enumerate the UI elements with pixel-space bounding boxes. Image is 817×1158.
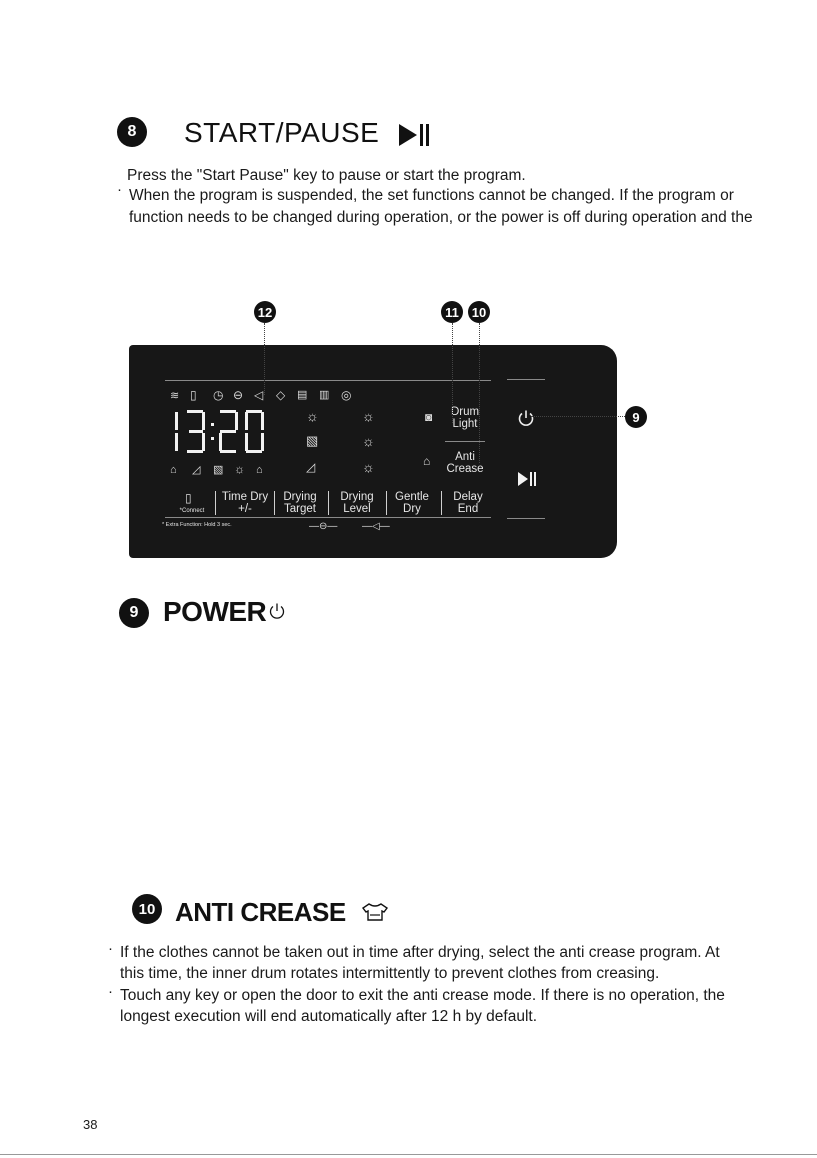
- panel-play-pause-icon[interactable]: [517, 470, 537, 488]
- control-panel: [129, 345, 617, 558]
- button-drying-level-2[interactable]: Level: [343, 503, 371, 515]
- mode-icon-5: ⌂: [256, 464, 263, 476]
- filter-icon: ◇: [276, 388, 286, 402]
- shirt-icon: [360, 902, 390, 922]
- button-delay-end-2[interactable]: End: [457, 503, 479, 515]
- bullet-dot: ·: [117, 181, 122, 198]
- section-9-title: POWER: [163, 596, 267, 627]
- phone-icon: ▯: [190, 388, 197, 402]
- sun-icon-3: ☼: [362, 433, 375, 449]
- section-10-title: ANTI CREASE: [175, 897, 346, 927]
- power-icon: [268, 602, 286, 620]
- right-bottom-line: [507, 518, 545, 519]
- leader-11: [452, 323, 453, 423]
- anti-crease-label-2[interactable]: Crease: [446, 463, 484, 475]
- mode-icon-4: ☼: [234, 462, 245, 476]
- callout-10: 10: [468, 301, 490, 323]
- section-8-bullet-1-line-2: function needs to be changed during operation, or the power is off during operation and the: [129, 209, 753, 226]
- callout-11: 11: [441, 301, 463, 323]
- iron-icon: ◿: [306, 460, 316, 474]
- leader-10: [479, 323, 480, 463]
- hold-gentle-icon: —⊖—: [309, 521, 338, 532]
- button-gentle-dry-2[interactable]: Dry: [403, 503, 421, 515]
- sun-icon-2: ☼: [362, 408, 375, 424]
- button-gentle-dry-1[interactable]: Gentle: [395, 491, 429, 503]
- section-10-badge: 10: [132, 894, 162, 924]
- callout-12: 12: [254, 301, 276, 323]
- section-8-badge: 8: [117, 117, 147, 147]
- section-10-b2-line-1: Touch any key or open the door to exit the anti crease mode. If there is no operation, the: [120, 987, 725, 1004]
- section-10-b2-line-2: longest execution will end automatically after 12 h by default.: [120, 1008, 538, 1025]
- callout-9: 9: [625, 406, 647, 428]
- leader-9: [531, 416, 625, 417]
- mode-icon-1: ⌂: [170, 464, 177, 476]
- mute-icon: ◁: [254, 388, 264, 402]
- cupboard-icon: ▧: [306, 433, 319, 448]
- panel-bottom-line: [165, 517, 491, 518]
- panel-power-icon[interactable]: [517, 409, 535, 427]
- bullet-dot: ·: [108, 940, 113, 957]
- play-pause-icon: [397, 122, 431, 148]
- mode-icon-2: ◿: [192, 464, 201, 476]
- mode-icon-3: ▧: [213, 464, 224, 476]
- button-delay-end-1[interactable]: Delay: [453, 491, 483, 503]
- anti-crease-icon: ⌂: [423, 454, 431, 468]
- sun-icon-1: ☼: [306, 408, 319, 424]
- connect-label: *Connect: [179, 508, 205, 514]
- tank-icon: ▤: [297, 389, 308, 401]
- bullet-dot: ·: [108, 983, 113, 1000]
- section-10-b1-line-2: this time, the inner drum rotates intermittently to prevent clothes from creasing.: [120, 965, 660, 982]
- footer-line: [0, 1154, 817, 1155]
- drum-icon: ▥: [319, 389, 330, 401]
- right-top-line: [507, 379, 545, 380]
- panel-top-line: [165, 380, 491, 381]
- connect-phone-icon[interactable]: ▯: [185, 491, 192, 505]
- page-number: 38: [83, 1117, 98, 1132]
- hold-mute-icon: —◁—: [362, 521, 390, 532]
- section-8-title: START/PAUSE: [184, 117, 380, 148]
- gentle-icon: ⊖: [233, 388, 244, 402]
- button-drying-target-1[interactable]: Drying: [283, 491, 317, 503]
- clock-icon: ◷: [213, 388, 224, 402]
- wifi-icon: ≋: [170, 390, 180, 402]
- anti-crease-label-1[interactable]: Anti: [455, 451, 475, 463]
- drum-light-icon: ◙: [425, 410, 433, 424]
- section-10-b1-line-1: If the clothes cannot be taken out in time after drying, select the anti crease program. At: [120, 944, 720, 961]
- section-9-badge: 9: [119, 598, 149, 628]
- button-drying-target-2[interactable]: Target: [284, 503, 316, 515]
- sun-icon-4: ☼: [362, 459, 375, 475]
- child-lock-icon: ◎: [341, 388, 352, 402]
- leader-12: [264, 323, 265, 395]
- drum-light-label-1[interactable]: Drum: [450, 406, 480, 418]
- section-8-line-1: Press the "Start Pause" key to pause or start the program.: [127, 167, 526, 184]
- drum-light-label-2[interactable]: Light: [452, 418, 478, 430]
- section-8-bullet-1-line-1: When the program is suspended, the set functions cannot be changed. If the program or: [129, 187, 734, 204]
- time-display: [171, 410, 271, 454]
- extra-function-note: * Extra Function: Hold 3 sec.: [162, 522, 232, 528]
- button-time-dry-1[interactable]: Time Dry: [221, 491, 269, 503]
- button-time-dry-2[interactable]: +/-: [238, 503, 252, 515]
- button-drying-level-1[interactable]: Drying: [340, 491, 374, 503]
